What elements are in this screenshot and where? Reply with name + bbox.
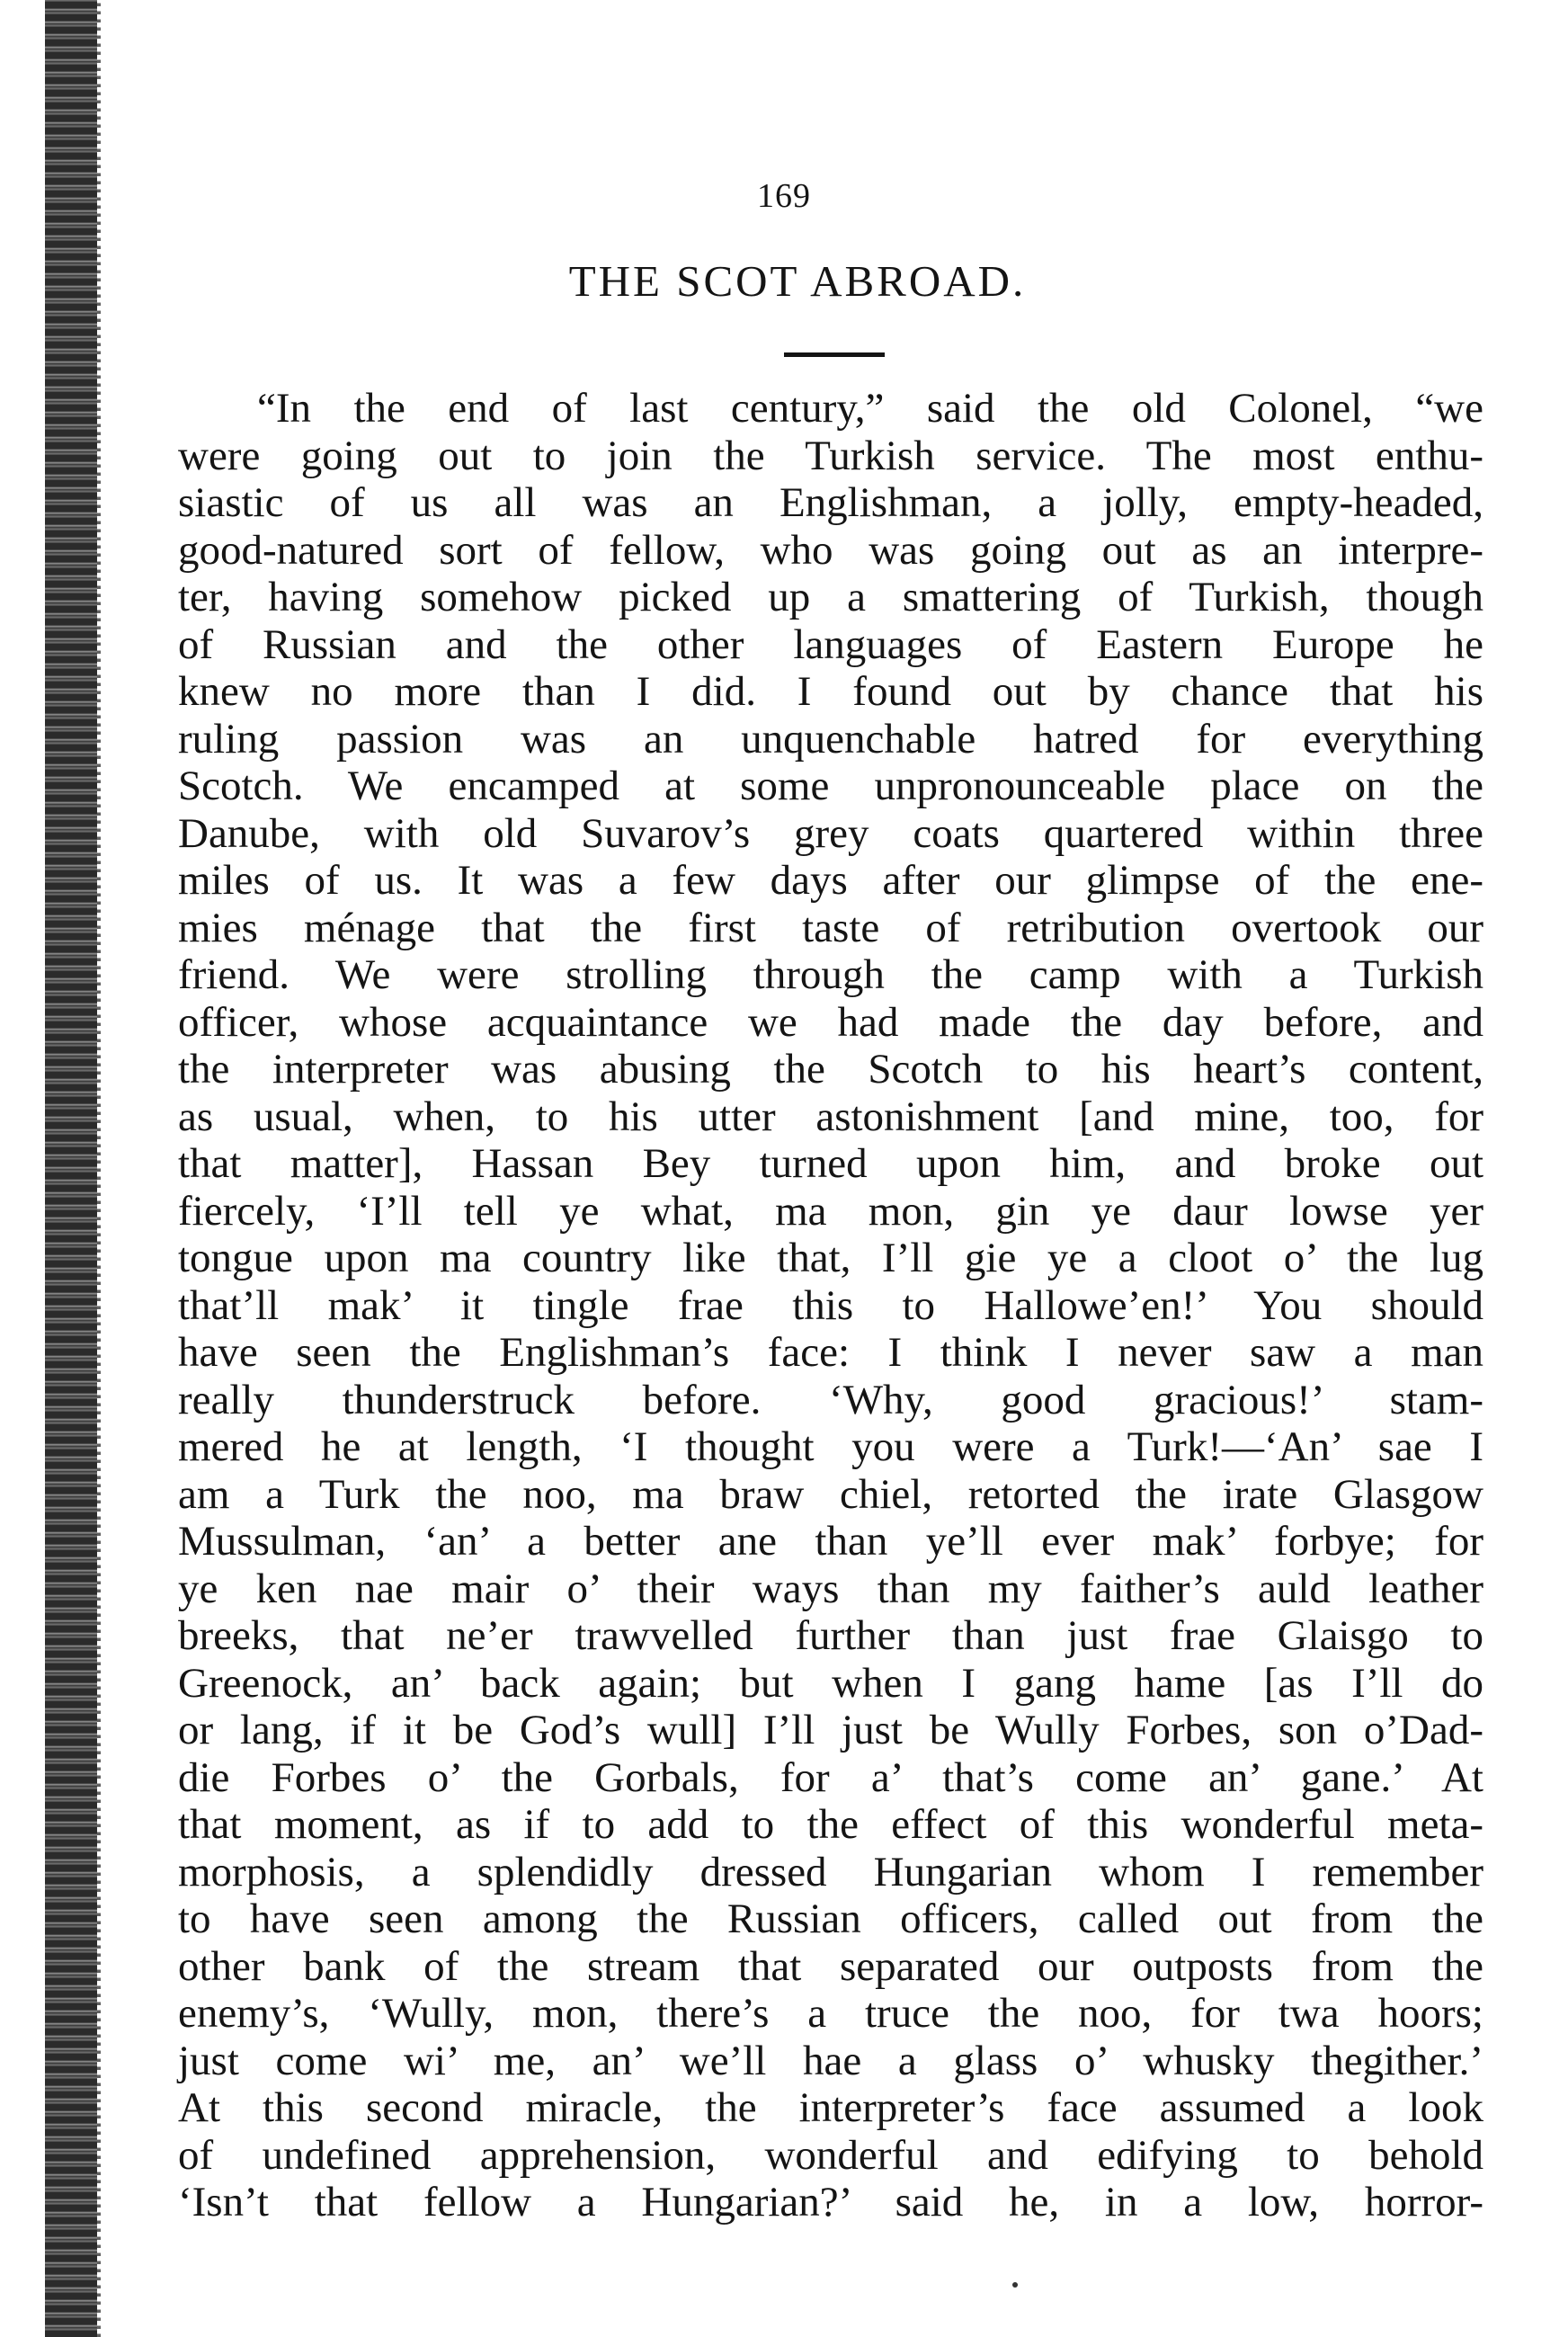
text-line: enemy’s, ‘Wully, mon, there’s a truce the noo, for twa hoors; xyxy=(178,1990,1483,2037)
text-line: as usual, when, to his utter astonishment [and mine, too, for xyxy=(178,1093,1483,1140)
text-line: really thunderstruck before. ‘Why, good gracious!’ stam- xyxy=(178,1376,1483,1423)
text-line: officer, whose acquaintance we had made the day before, and xyxy=(178,998,1483,1046)
text-line: Scotch. We encamped at some unpronounceable place on the xyxy=(178,763,1483,809)
text-line: Mussulman, ‘an’ a better ane than ye’ll ever mak’ forbye; for xyxy=(178,1518,1483,1565)
text-line: am a Turk the noo, ma braw chiel, retorted the irate Glasgow xyxy=(178,1470,1483,1518)
page-title: THE SCOT ABROAD. xyxy=(568,256,1027,306)
text-line: “In the end of last century,” said the old Colonel, “we xyxy=(257,385,1483,432)
text-line: morphosis, a splendidly dressed Hungarian whom I remember xyxy=(178,1848,1483,1895)
binding-edge xyxy=(45,0,97,2337)
text-line: of undefined apprehension, wonderful and edifying to behold xyxy=(178,2131,1483,2179)
text-line: knew no more than I did. I found out by chance that his xyxy=(178,668,1483,715)
text-line: die Forbes o’ the Gorbals, for a’ that’s come an’ gane.’ At xyxy=(178,1753,1483,1801)
text-line: were going out to join the Turkish service. The most enthu- xyxy=(178,432,1483,479)
text-line: that’ll mak’ it tingle frae this to Hallowe’en!’ You should xyxy=(178,1281,1483,1329)
text-line: fiercely, ‘I’ll tell ye what, ma mon, gin ye daur lowse yer xyxy=(178,1187,1483,1235)
text-line: Greenock, an’ back again; but when I gang hame [as I’ll do xyxy=(178,1659,1483,1707)
text-line: good-natured sort of fellow, who was going out as an interpre- xyxy=(178,526,1483,574)
title-rule xyxy=(784,352,885,357)
text-line: miles of us. It was a few days after our glimpse of the ene- xyxy=(178,857,1483,904)
text-line: siastic of us all was an Englishman, a jolly, empty-headed, xyxy=(178,479,1483,526)
text-line: breeks, that ne’er trawvelled further than just frae Glaisgo to xyxy=(178,1612,1483,1659)
print-speck xyxy=(1012,2282,1018,2288)
text-line: that matter], Hassan Bey turned upon him, and broke out xyxy=(178,1140,1483,1187)
text-line: or lang, if it be God’s wull] I’ll just be Wully Forbes, son o’Dad- xyxy=(178,1707,1483,1753)
text-line: ye ken nae mair o’ their ways than my faither’s auld leather xyxy=(178,1565,1483,1612)
page-number: 169 xyxy=(757,177,811,215)
text-line: ‘Isn’t that fellow a Hungarian?’ said he, in a low, horror- xyxy=(178,2179,1483,2226)
body-text xyxy=(178,385,1483,2226)
text-line: that moment, as if to add to the effect of this wonderful meta- xyxy=(178,1801,1483,1848)
text-line: At this second miracle, the interpreter’s face assumed a look xyxy=(178,2084,1483,2131)
text-line: of Russian and the other languages of Eastern Europe he xyxy=(178,620,1483,668)
text-line: the interpreter was abusing the Scotch to his heart’s content, xyxy=(178,1046,1483,1093)
text-line: mies ménage that the first taste of retribution overtook our xyxy=(178,904,1483,951)
text-line: other bank of the stream that separated our outposts from the xyxy=(178,1942,1483,1990)
text-line: just come wi’ me, an’ we’ll hae a glass o’ whusky thegither.’ xyxy=(178,2037,1483,2084)
text-line: to have seen among the Russian officers, called out from the xyxy=(178,1895,1483,1942)
text-line: tongue upon ma country like that, I’ll gie ye a cloot o’ the lug xyxy=(178,1235,1483,1281)
text-line: ter, having somehow picked up a smattering of Turkish, though xyxy=(178,574,1483,620)
text-line: mered he at length, ‘I thought you were a Turk!—‘An’ sae I xyxy=(178,1423,1483,1470)
text-line: friend. We were strolling through the camp with a Turkish xyxy=(178,951,1483,998)
text-line: have seen the Englishman’s face: I think I never saw a man xyxy=(178,1329,1483,1376)
text-line: ruling passion was an unquenchable hatred for everything xyxy=(178,715,1483,763)
text-line: Danube, with old Suvarov’s grey coats quartered within three xyxy=(178,809,1483,857)
